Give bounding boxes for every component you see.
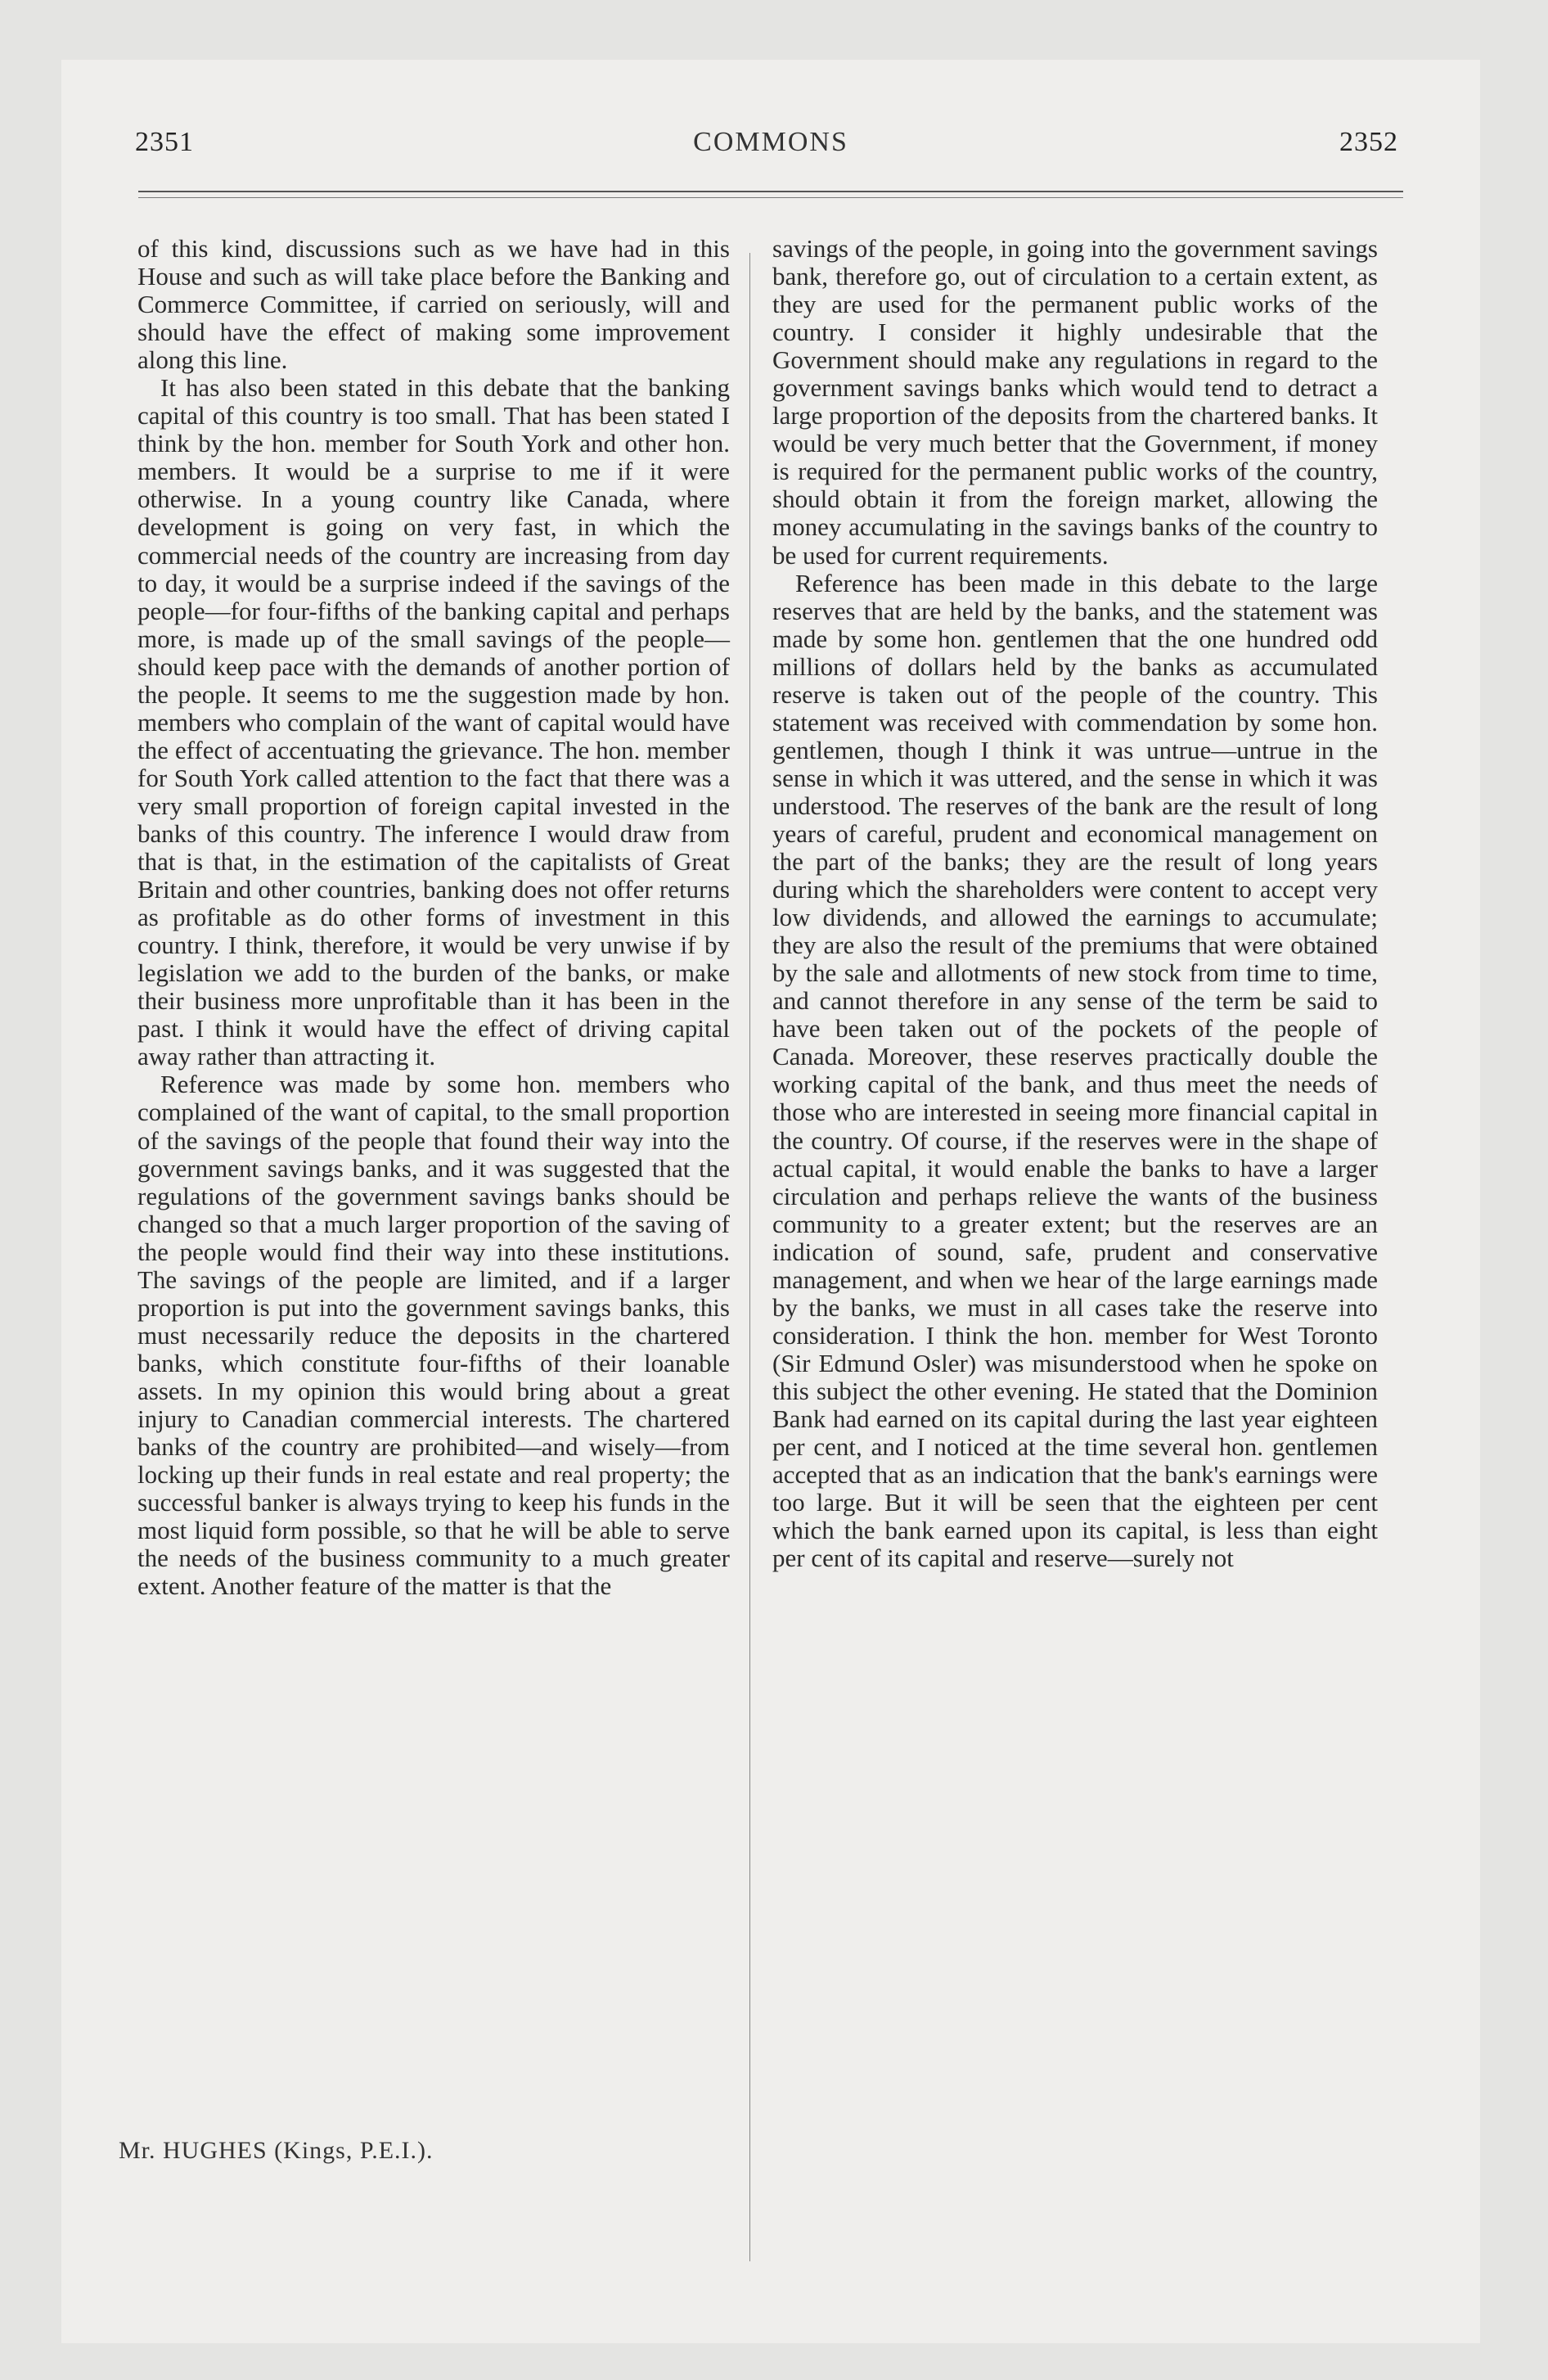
page-number-right: 2352 <box>1339 127 1398 157</box>
left-paragraph-3: Reference was made by some hon. members who complained of the want of capital, to the small proportion of the savings of the people that found their way into the government savings banks, and it was suggested that the regulations of the government savings banks should be changed so that a much larger proportion of the saving of the people would find their way into these institutions. The savings of the people are limited, and if a larger proportion is put into the government savings banks, this must necessarily reduce the deposits in the chartered banks, which constitute four-fifths of their loanable assets. In my opinion this would bring about a great injury to Canadian commercial interests. The chartered banks of the country are prohibited—and wisely—from locking up their funds in real estate and real property; the successful banker is always trying to keep his funds in the most liquid form possible, so that he will be able to serve the needs of the business community to a much greater extent. Another feature of the matter is that the <box>137 1070 730 1601</box>
running-title: COMMONS <box>693 127 848 157</box>
column-divider <box>749 253 750 2261</box>
document-page <box>61 60 1480 2343</box>
right-column <box>772 235 1378 1572</box>
right-paragraph-2: Reference has been made in this debate to the large reserves that are held by the banks, and the statement was made by some hon. gentlemen that the one hundred odd millions of dollars held by the banks as accumulated reserve is taken out of the people of the country. This statement was received with commendation by some hon. gentlemen, though I think it was untrue—untrue in the sense in which it was uttered, and the sense in which it was understood. The reserves of the bank are the result of long years of careful, prudent and economical management on the part of the banks; they are the result of long years during which the shareholders were content to accept very low dividends, and allowed the earnings to accumulate; they are also the result of the premiums that were obtained by the sale and allotments of new stock from time to time, and cannot therefore in any sense of the term be said to have been taken out of the pockets of the people of Canada. Moreover, these reserves practically double the working capital of the bank, and thus meet the needs of those who are interested in seeing more financial capital in the country. Of course, if the reserves were in the shape of actual capital, it would enable the banks to have a larger circulation and perhaps relieve the wants of the business community to a greater extent; but the reserves are an indication of sound, safe, prudent and conservative management, and when we hear of the large earnings made by the banks, we must in all cases take the reserve into consideration. I think the hon. member for West Toronto (Sir Edmund Osler) was misunderstood when he spoke on this subject the other evening. He stated that the Dominion Bank had earned on its capital during the last year eighteen per cent, and I noticed at the time several hon. gentlemen accepted that as an indication that the bank's earnings were too large. But it will be seen that the eighteen per cent which the bank earned upon its capital, is less than eight per cent of its capital and reserve—surely not <box>772 568 1378 1573</box>
header-rule-thin <box>138 197 1403 198</box>
left-paragraph-1: of this kind, discussions such as we have had in this House and such as will take place before the Banking and Commerce Committee, if carried on seriously, will and should have the effect of making some improvement along this line. <box>137 234 730 375</box>
left-column <box>137 235 730 1600</box>
header-rule-thick <box>138 191 1403 192</box>
left-paragraph-2: It has also been stated in this debate that the banking capital of this country is too small. That has been stated I think by the hon. member for South York and other hon. members. It would be a surprise to me if it were otherwise. In a young country like Canada, where development is going on very fast, in which the commercial needs of the country are increasing from day to day, it would be a surprise indeed if the savings of the people—for four-fifths of the banking capital and perhaps more, is made up of the small savings of the people—should keep pace with the demands of another portion of the people. It seems to me the suggestion made by hon. members who complain of the want of capital would have the effect of accentuating the grievance. The hon. member for South York called attention to the fact that there was a very small proportion of foreign capital invested in the banks of this country. The inference I would draw from that is that, in the estimation of the capitalists of Great Britain and other countries, banking does not offer returns as profitable as do other forms of investment in this country. I think, therefore, it would be very unwise if by legislation we add to the burden of the banks, or make their business more unprofitable than it has been in the past. I think it would have the effect of driving capital away rather than attracting it. <box>137 373 730 1071</box>
right-paragraph-1: savings of the people, in going into the government savings bank, therefore go, out of circulation to a certain extent, as they are used for the permanent public works of the country. I consider it highly undesirable that the Government should make any regulations in regard to the government savings banks which would tend to detract a large proportion of the deposits from the chartered banks. It would be very much better that the Government, if money is required for the permanent public works of the country, should obtain it from the foreign market, allowing the money accumulating in the savings banks of the country to be used for current requirements. <box>772 234 1378 570</box>
page-number-left: 2351 <box>135 127 194 157</box>
speaker-attribution: Mr. HUGHES (Kings, P.E.I.). <box>119 2137 434 2164</box>
